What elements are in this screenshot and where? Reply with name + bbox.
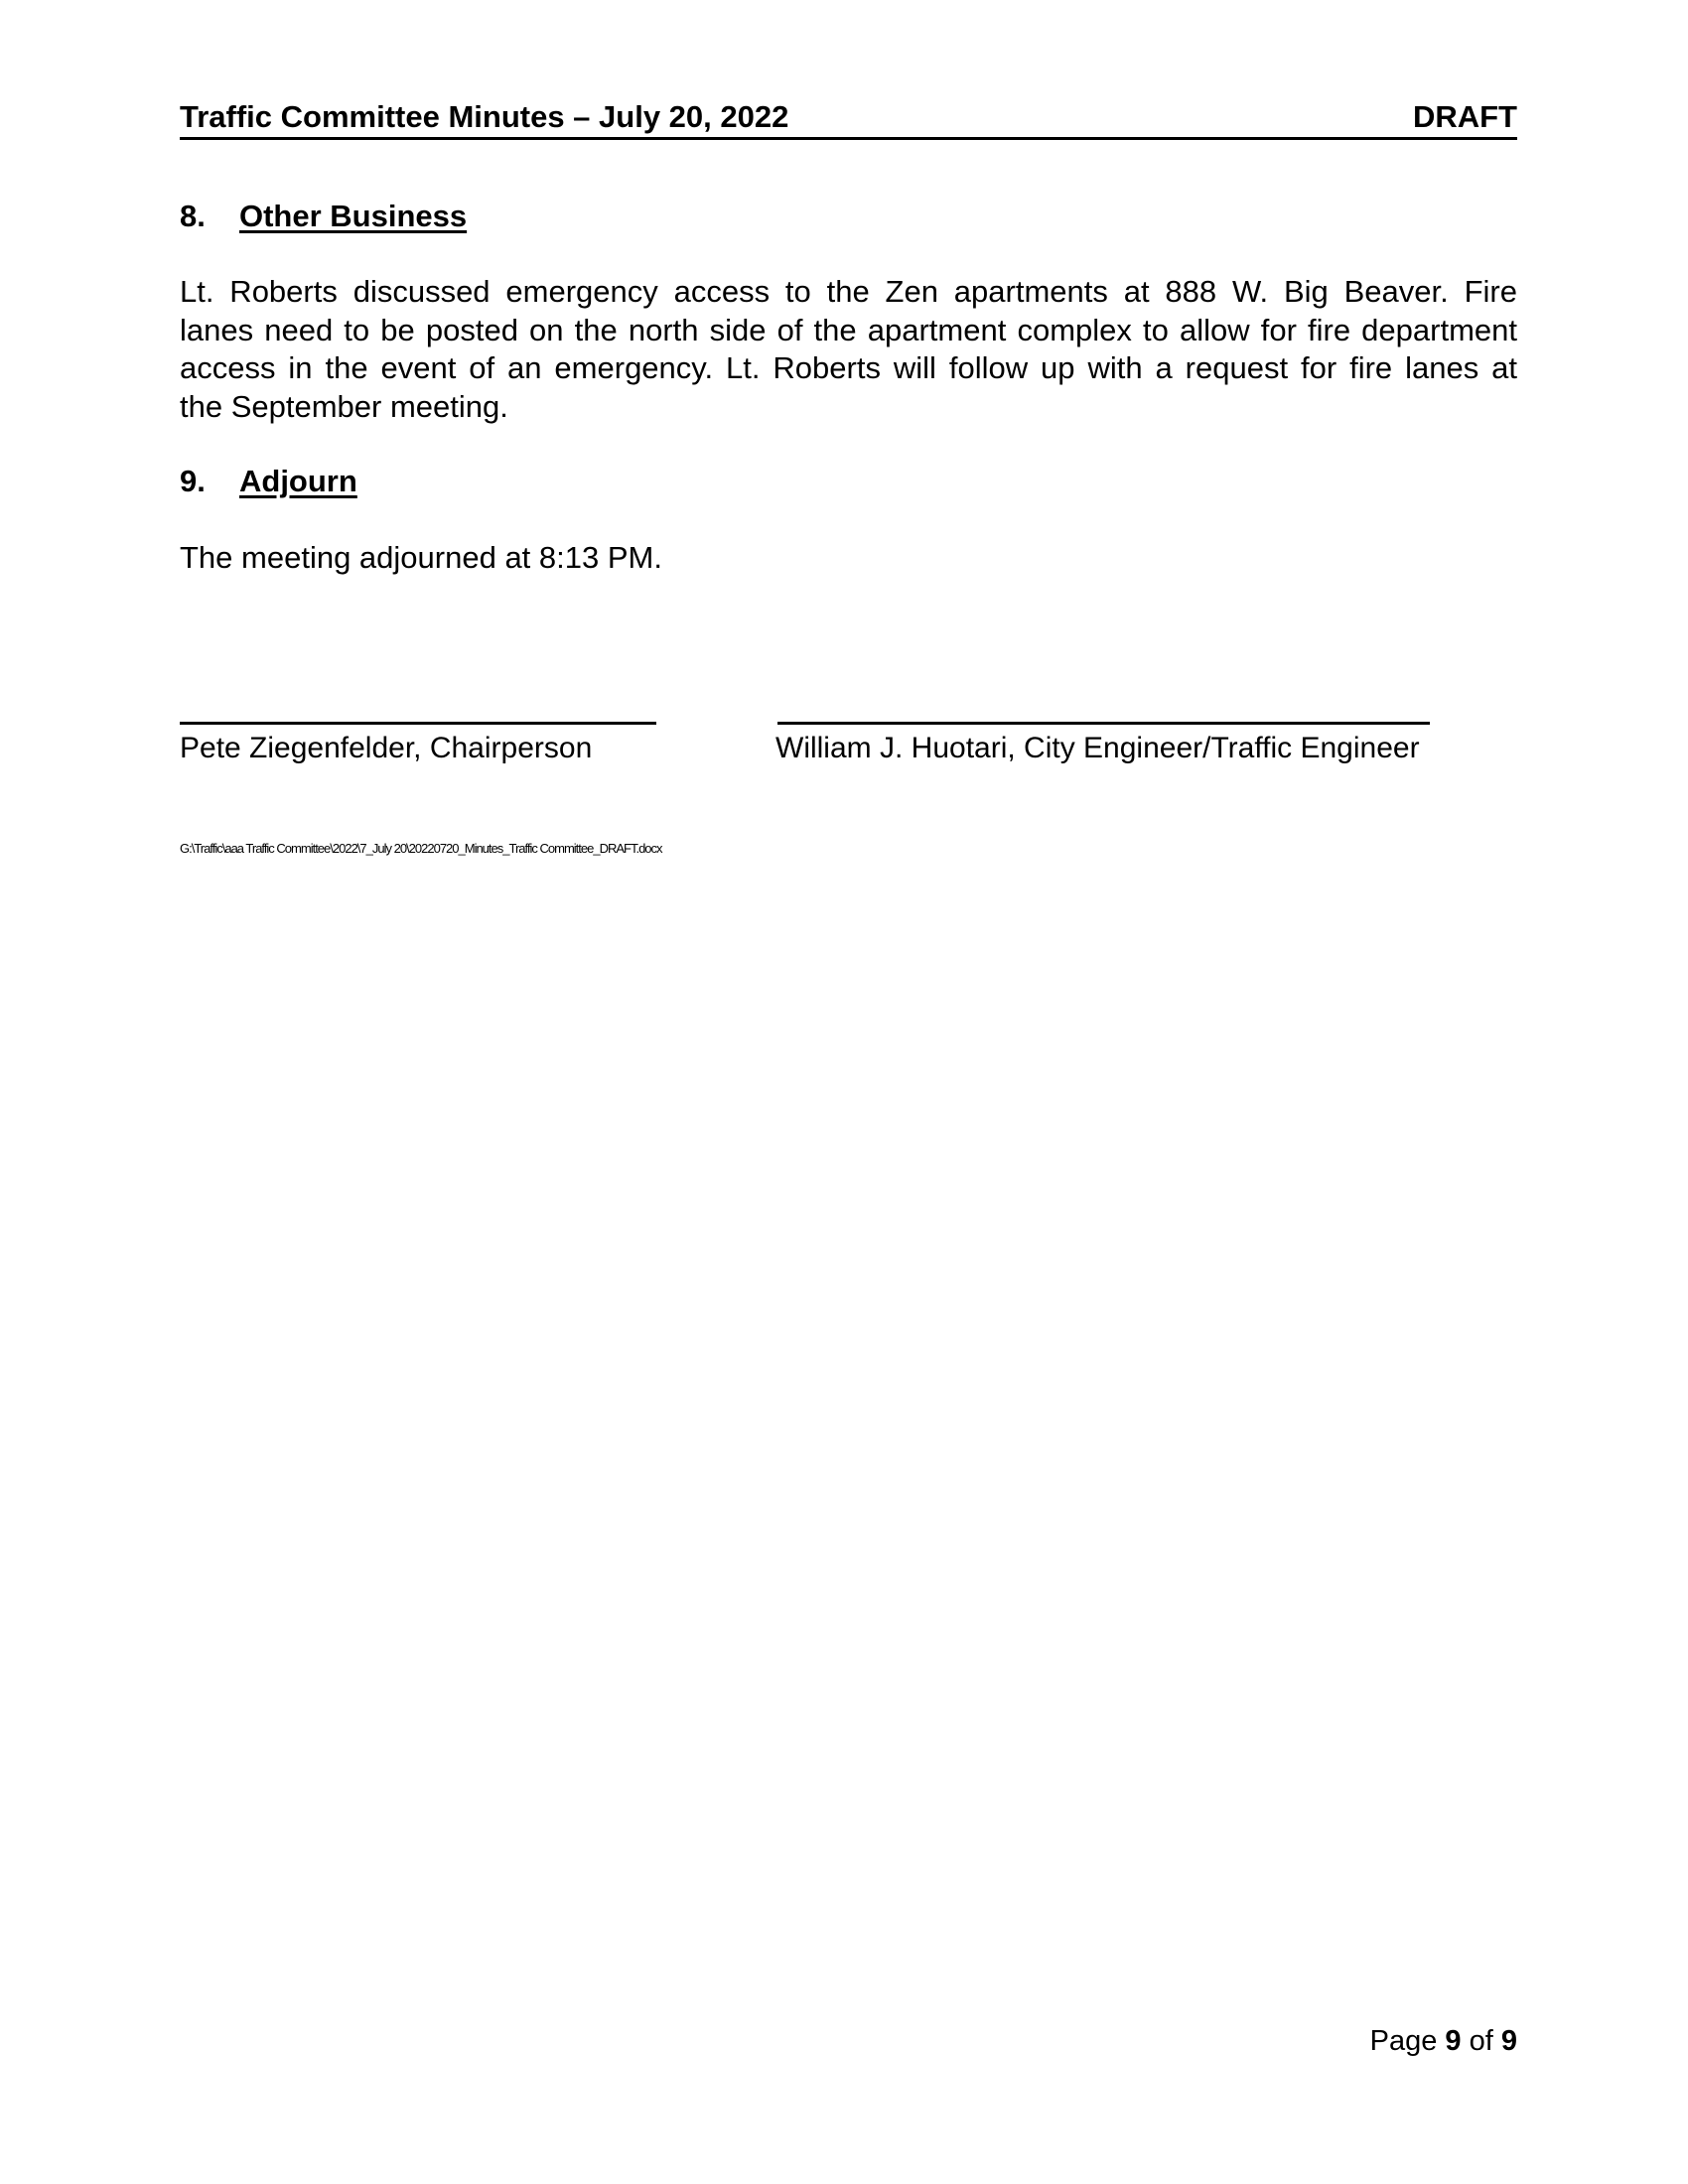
paragraph-line: the September meeting. <box>180 388 508 424</box>
draft-label: DRAFT <box>1412 99 1517 134</box>
header-title: Traffic Committee Minutes – July 20, 2022 <box>180 99 789 134</box>
signature-line-chairperson <box>180 722 656 725</box>
page-prefix: Page <box>1369 2025 1438 2057</box>
page-total: 9 <box>1500 2025 1517 2057</box>
page-current: 9 <box>1445 2025 1462 2057</box>
signature-name-chairperson: Pete Ziegenfelder, Chairperson <box>180 732 593 764</box>
section-number: 8. <box>180 199 206 233</box>
file-path: G:\Traffic\aaa Traffic Committee\2022\7_July 20\20220720_Minutes_Traffic Committee_DRAFT.docx <box>180 841 662 856</box>
paragraph-line: The meeting adjourned at 8:13 PM. <box>180 540 662 575</box>
section-heading-adjourn <box>180 462 357 501</box>
page-number <box>1370 2023 1517 2059</box>
section-heading-other-business <box>180 197 467 236</box>
paragraph-line: Lt. Roberts discussed emergency access to the Zen apartments at 888 W. Big Beaver. Fire <box>180 274 1517 309</box>
signature-name-engineer: William J. Huotari, City Engineer/Traffic Engineer <box>775 732 1420 764</box>
adjourn-paragraph <box>180 539 1517 578</box>
section-title: Adjourn <box>239 464 357 498</box>
paragraph-line: lanes need to be posted on the north side of the apartment complex to allow for fire department <box>180 312 1517 347</box>
page-header <box>180 97 1517 140</box>
paragraph-line: access in the event of an emergency. Lt. Roberts will follow up with a request for fire lanes at <box>180 350 1517 385</box>
section-title: Other Business <box>239 199 468 233</box>
section-number: 9. <box>180 464 206 498</box>
other-business-paragraph <box>180 273 1517 426</box>
page-separator: of <box>1469 2025 1493 2057</box>
signature-line-engineer <box>777 722 1430 725</box>
